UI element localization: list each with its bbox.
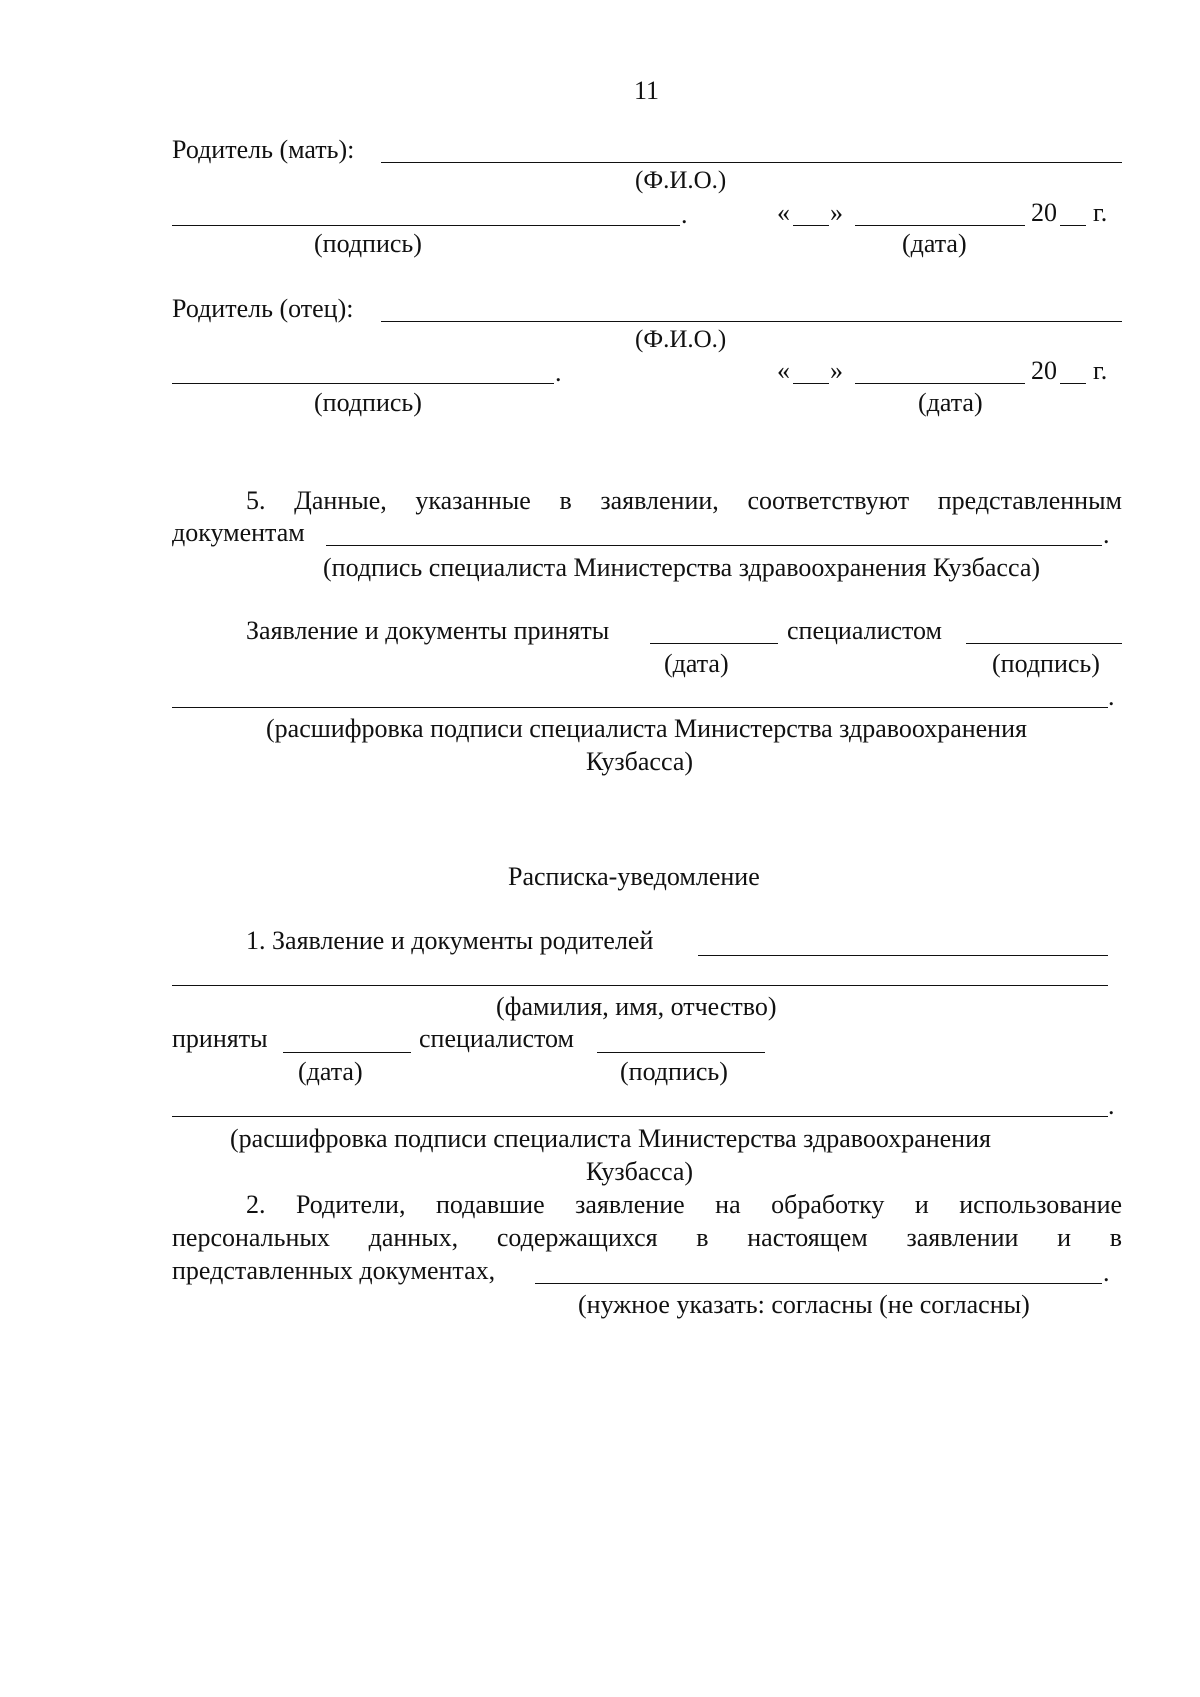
mother-signature-dot: .	[681, 200, 688, 229]
section5-word: указанные	[415, 486, 531, 515]
section5-word: соответствуют	[747, 486, 910, 515]
receipt-signature-caption: (подпись)	[620, 1057, 728, 1086]
father-fio-caption: (Ф.И.О.)	[635, 326, 727, 353]
mother-signature-caption: (подпись)	[314, 229, 422, 258]
father-date-year-line[interactable]	[1060, 383, 1086, 384]
receipt-item2-word: Родители,	[295, 1190, 406, 1219]
section5-dot: .	[1103, 520, 1110, 549]
receipt-item2-word: обработку	[771, 1190, 885, 1219]
accepted-signature-caption: (подпись)	[992, 649, 1100, 678]
section5-word: заявлении,	[600, 486, 719, 515]
father-fio-line[interactable]	[381, 321, 1122, 322]
receipt-item2-word: использование	[959, 1190, 1123, 1219]
mother-date-caption: (дата)	[902, 229, 967, 258]
father-date-month-line[interactable]	[855, 383, 1025, 384]
father-signature-dot: .	[555, 358, 562, 387]
accepted-signature-line[interactable]	[966, 643, 1122, 644]
mother-date-day-line[interactable]	[793, 225, 829, 226]
father-date-caption: (дата)	[918, 388, 983, 417]
accepted-date-line[interactable]	[650, 643, 778, 644]
section5-line1	[246, 488, 1122, 514]
receipt-fio-caption: (фамилия, имя, отчество)	[496, 992, 777, 1021]
section5-word: Данные,	[294, 486, 387, 515]
receipt-item2-word: в	[1109, 1223, 1122, 1252]
mother-fio-line[interactable]	[381, 162, 1122, 163]
receipt-item2-word: заявлении	[906, 1223, 1019, 1252]
receipt-item2-word: и	[1057, 1223, 1072, 1252]
father-date-year: 20	[1031, 356, 1057, 385]
mother-date-year: 20	[1031, 198, 1057, 227]
receipt-date-line[interactable]	[283, 1052, 411, 1053]
father-date-day-line[interactable]	[793, 383, 829, 384]
receipt-specialist-word: специалистом	[419, 1024, 574, 1053]
receipt-parents-line-2[interactable]	[172, 985, 1108, 986]
receipt-item2-word: подавшие	[435, 1190, 545, 1219]
receipt-item2-word: в	[696, 1223, 709, 1252]
section5-signature-line[interactable]	[326, 545, 1102, 546]
section5-word: представленным	[937, 486, 1123, 515]
receipt-item2-word: данных,	[368, 1223, 459, 1252]
mother-date-year-line[interactable]	[1060, 225, 1086, 226]
mother-date-month-line[interactable]	[855, 225, 1025, 226]
receipt-parents-line-1[interactable]	[698, 955, 1108, 956]
accepted-decode-dot: .	[1108, 682, 1115, 711]
father-date-year-suffix: г.	[1093, 356, 1108, 385]
receipt-signature-line[interactable]	[597, 1052, 765, 1053]
receipt-item2-word: на	[715, 1190, 741, 1219]
section5-caption: (подпись специалиста Министерства здравоохранения Кузбасса)	[323, 553, 1041, 582]
accepted-decode-caption-line1: (расшифровка подписи специалиста Министерства здравоохранения	[266, 714, 1027, 743]
receipt-item2-caption: (нужное указать: согласны (не согласны)	[578, 1290, 1030, 1319]
mother-label: Родитель (мать):	[172, 135, 355, 164]
receipt-item1-start: 1. Заявление и документы родителей	[246, 926, 654, 955]
receipt-decode-line[interactable]	[172, 1116, 1108, 1117]
mother-date-quote-open: «	[777, 198, 790, 227]
section5-line2-start: документам	[172, 518, 305, 547]
mother-date-year-suffix: г.	[1093, 198, 1108, 227]
receipt-accepted-word: приняты	[172, 1024, 268, 1053]
receipt-decode-caption-line1: (расшифровка подписи специалиста Министерства здравоохранения	[230, 1124, 991, 1153]
accepted-decode-caption-line2: Кузбасса)	[586, 747, 694, 776]
receipt-decode-caption-line2: Кузбасса)	[586, 1157, 694, 1186]
section5-word: 5.	[246, 486, 266, 515]
father-date-quote-open: «	[777, 356, 790, 385]
receipt-item2-line2	[172, 1225, 1122, 1251]
section5-word: в	[559, 486, 572, 515]
receipt-item2-line3-start: представленных документах,	[172, 1256, 496, 1285]
accepted-text-mid: специалистом	[787, 616, 942, 645]
receipt-title: Расписка-уведомление	[508, 862, 760, 891]
mother-signature-line[interactable]	[172, 225, 680, 226]
receipt-item2-word: настоящем	[747, 1223, 868, 1252]
father-signature-line[interactable]	[172, 383, 554, 384]
receipt-item2-word: персональных	[172, 1223, 330, 1252]
receipt-date-caption: (дата)	[298, 1057, 363, 1086]
father-label: Родитель (отец):	[172, 294, 354, 323]
receipt-item2-line1	[246, 1192, 1122, 1218]
accepted-decode-line[interactable]	[172, 707, 1108, 708]
receipt-item2-dot: .	[1103, 1258, 1110, 1287]
accepted-text-start: Заявление и документы приняты	[246, 616, 610, 645]
receipt-consent-line[interactable]	[535, 1283, 1102, 1284]
receipt-item2-word: и	[914, 1190, 929, 1219]
accepted-date-caption: (дата)	[664, 649, 729, 678]
mother-date-quote-close: »	[830, 198, 843, 227]
father-signature-caption: (подпись)	[314, 388, 422, 417]
father-date-quote-close: »	[830, 356, 843, 385]
mother-fio-caption: (Ф.И.О.)	[635, 167, 727, 194]
receipt-item2-word: содержащихся	[496, 1223, 658, 1252]
receipt-item2-word: заявление	[575, 1190, 685, 1219]
receipt-decode-dot: .	[1108, 1091, 1115, 1120]
receipt-item2-word: 2.	[246, 1190, 266, 1219]
page-number: 11	[634, 76, 660, 105]
